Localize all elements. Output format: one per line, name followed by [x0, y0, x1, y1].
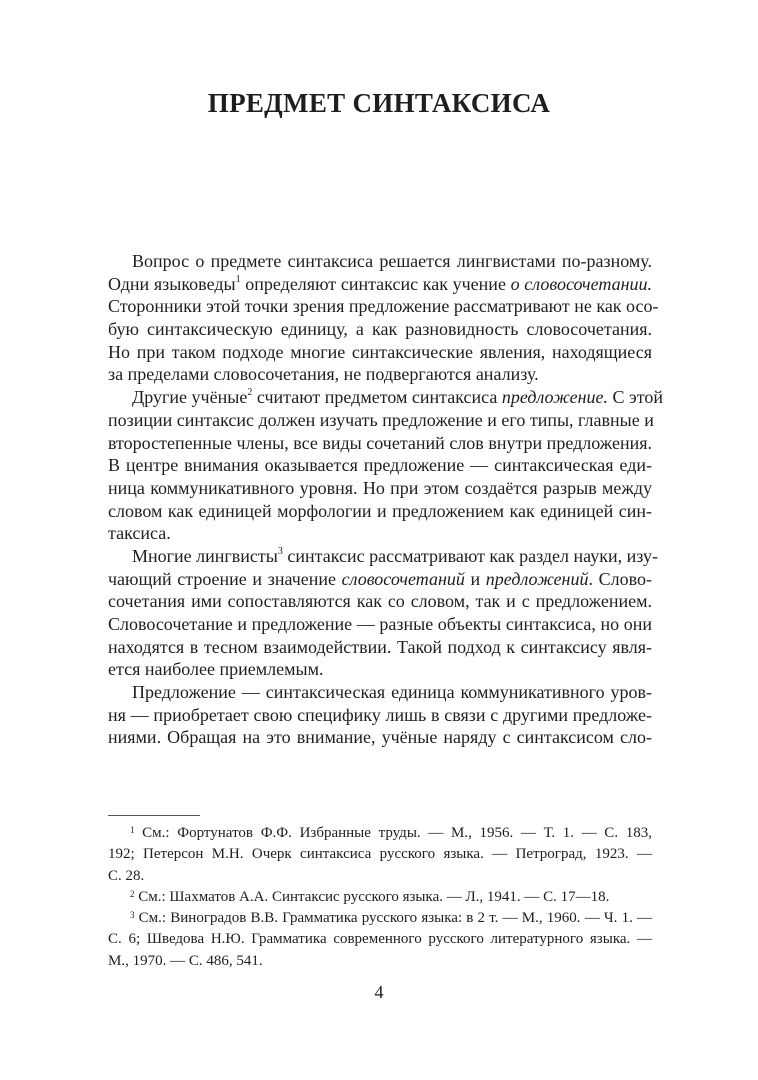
body-text: [108, 250, 664, 749]
text-line: [108, 866, 652, 887]
text-segment: позиции синтаксис должен изучать предложение и его типы, главные и: [108, 409, 654, 430]
text-segment: М., 1970. — С. 486, 541.: [108, 952, 263, 969]
text-line: [108, 432, 652, 455]
italic-term: словосочетаний: [341, 568, 465, 589]
text-line: [108, 908, 652, 929]
text-segment: Предложение — синтаксическая единица коммуникативного уров-: [132, 682, 652, 703]
text-line: [108, 951, 652, 972]
text-segment: ниями. Обращая на это внимание, учёные наряду с синтаксисом сло-: [108, 727, 652, 748]
text-segment: определяют синтаксис как учение: [240, 273, 511, 294]
text-segment: чающий строение и значение: [108, 568, 342, 589]
text-line: [108, 273, 652, 296]
text-line: [108, 500, 652, 523]
page-number: 4: [374, 982, 384, 1002]
text-line: [108, 568, 652, 591]
text-segment: С этой: [608, 387, 664, 408]
text-line: [108, 409, 652, 432]
text-segment: второстепенные члены, все виды сочетаний слов внутри предложения.: [108, 432, 652, 453]
text-segment: словом как единицей морфологии и предложением как единицей син-: [108, 500, 652, 521]
italic-term: о словосочетании.: [510, 273, 653, 294]
text-line: [108, 363, 652, 386]
text-line: [108, 318, 652, 341]
text-line: [108, 887, 652, 908]
text-segment: ница коммуникативного уровня. Но при этом создаётся разрыв между: [108, 477, 652, 498]
text-line: [108, 590, 652, 613]
text-segment: См.: Фортунатов Ф.Ф. Избранные труды. — М., 1956. — Т. 1. — С. 183,: [134, 825, 652, 841]
text-segment: находятся в тесном взаимодействии. Такой подход к синтаксису явля-: [108, 636, 652, 657]
text-segment: таксиса.: [108, 523, 171, 544]
footnote: [108, 823, 652, 887]
text-segment: С. 28.: [108, 867, 145, 884]
paragraph: [108, 250, 659, 386]
footnote-marker: 3: [130, 910, 135, 921]
text-line: [108, 704, 652, 727]
text-segment: Словосочетание и предложение — разные объекты синтаксиса, но они: [108, 614, 652, 634]
text-line: [108, 341, 652, 364]
footnote-divider: [108, 815, 200, 816]
text-segment: С. 6; Шведова Н.Ю. Грамматика современного русского литературного языка. —: [108, 931, 652, 948]
text-segment: синтаксис рассматривают как раздел науки, изу-: [282, 545, 658, 566]
text-segment: Другие учёные: [132, 387, 248, 408]
text-line: [108, 613, 652, 636]
text-segment: Вопрос о предмете синтаксиса решается лингвистами по-разному.: [132, 251, 652, 271]
text-segment: . Слово-: [588, 568, 652, 589]
text-segment: 192; Петерсон М.Н. Очерк синтаксиса русского языка. — Петроград, 1923. —: [108, 846, 652, 863]
footnote: [108, 887, 652, 908]
footnote: [108, 908, 652, 972]
text-segment: ется наиболее приемлемым.: [108, 659, 324, 680]
text-segment: В центре внимания оказывается предложение — синтаксическая еди-: [108, 455, 652, 476]
text-line: [108, 295, 659, 318]
page-title: ПРЕДМЕТ СИНТАКСИСА: [207, 88, 551, 118]
text-segment: ня — приобретает свою специфику лишь в связи с другими предложе-: [108, 704, 652, 725]
text-segment: и: [464, 568, 486, 589]
paragraph: [108, 545, 658, 681]
text-line: [108, 658, 652, 681]
footnote-marker: 1: [235, 273, 241, 285]
text-line: [108, 386, 664, 409]
text-line: [108, 250, 652, 273]
footnote-marker: 1: [130, 825, 135, 835]
footnote-marker: 3: [277, 545, 283, 557]
text-line: [108, 454, 652, 477]
italic-term: предложение.: [501, 387, 609, 408]
footnote-marker: 2: [247, 387, 253, 399]
text-segment: Многие лингвисты: [132, 545, 278, 566]
text-segment: Но при таком подходе многие синтаксические явления, находящиеся: [108, 341, 652, 362]
paragraph: [108, 386, 664, 545]
text-line: [108, 681, 652, 704]
text-line: [108, 477, 652, 500]
text-line: [108, 726, 652, 749]
text-segment: См.: Виноградов В.В. Грамматика русского языка: в 2 т. — М., 1960. — Ч. 1. —: [134, 910, 652, 927]
text-segment: сочетания ими сопоставляются как со словом, так и с предложением.: [108, 591, 652, 612]
paragraph: [108, 681, 652, 749]
text-line: [108, 522, 652, 545]
text-segment: бую синтаксическую единицу, а как разновидность словосочетания.: [108, 319, 652, 340]
text-segment: Сторонники этой точки зрения предложение рассматривают не как осо-: [108, 296, 659, 317]
text-line: [108, 844, 652, 865]
text-segment: считают предметом синтаксиса: [252, 387, 502, 408]
text-segment: См.: Шахматов А.А. Синтаксис русского языка. — Л., 1941. — С. 17—18.: [134, 888, 610, 905]
footnotes: [108, 823, 652, 972]
text-line: [108, 823, 652, 844]
text-segment: за пределами словосочетания, не подвергаются анализу.: [108, 364, 539, 385]
text-line: [108, 545, 658, 568]
text-line: [108, 636, 652, 659]
text-line: [108, 929, 652, 950]
text-segment: Одни языковеды: [108, 273, 236, 294]
footnote-marker: 2: [130, 888, 135, 899]
italic-term: предложений: [485, 568, 589, 589]
